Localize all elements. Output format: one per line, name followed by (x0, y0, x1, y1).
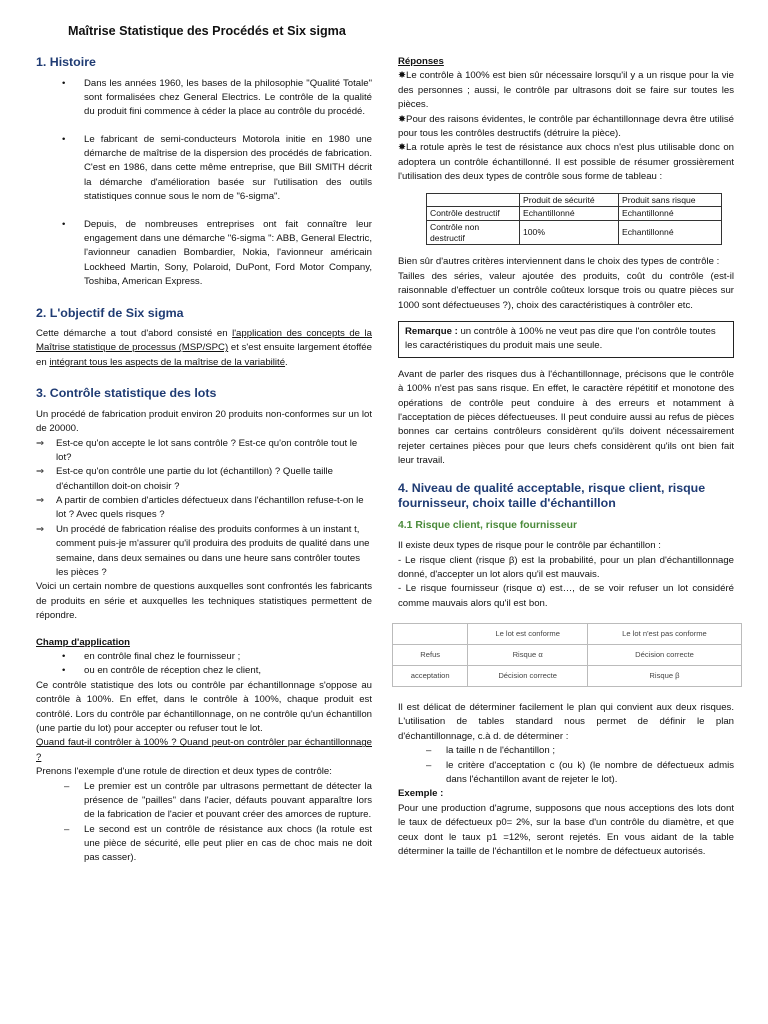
remarque-text: un contrôle à 100% ne veut pas dire que l'on contrôle toutes les caractéristiques du produit mais une seule. (405, 326, 716, 352)
list-item: • en contrôle final chez le fournisseur ; (84, 650, 372, 664)
table-cell: Echantillonné (619, 207, 722, 221)
section-3-heading: 3. Contrôle statistique des lots (36, 386, 217, 401)
text-run: et s'est ensuite largement étoffée en (36, 342, 372, 368)
table-header-row (427, 193, 722, 207)
champ-heading: Champ d'application (36, 636, 130, 648)
table-cell: Le lot n'est pas conforme (587, 624, 741, 645)
list-item: – le critère d'acceptation c (ou k) (le nombre de défectueux admis dans l'échantillon avant de rejeter le lot). (446, 759, 734, 788)
table-cell: Echantillonné (619, 220, 722, 244)
section-2-heading: 2. L'objectif de Six sigma (36, 305, 184, 320)
table-cell: Décision correcte (587, 645, 741, 666)
list-item: • Depuis, de nombreuses entreprises ont fait connaître leur engagement dans une démarche "6-sigma ": ABB, General Electric, l'avionneur canadien Bombardier, Nokia, l'avionneur américain Lockheed Martin, Sony, Polaroid, DuPont, Ford Motor Company, Toshiba, American Express. (84, 218, 372, 290)
table-row (393, 645, 742, 666)
list-item: ⇒ Est-ce qu'on accepte le lot sans contrôle ? Est-ce qu'on contrôle tout le lot? (56, 437, 372, 466)
plan-criteria-list (398, 744, 734, 787)
table-row (427, 220, 722, 244)
list-item: – Le premier est un contrôle par ultrasons permettant de détecter la présence de "pailles" dans l'acier, défauts pouvant apparaître lors de la fabrication de l'acier et pouvant créer des amorces de rupture. (84, 780, 372, 823)
list-item: • Dans les années 1960, les bases de la philosophie "Qualité Totale" sont formalisées chez General Electrics. Le contrôle de la qualité du produit fini commence à céder la place au contrôle du procédé. (84, 77, 372, 120)
section-1-heading: 1. Histoire (36, 55, 96, 69)
table-row (393, 666, 742, 687)
table-cell (427, 193, 520, 207)
list-item: ⇒ Est-ce qu'on contrôle une partie du lot (échantillon) ? Quelle taille d'échantillon doit-on choisir ? (56, 465, 372, 494)
reponses-list (398, 69, 734, 184)
text-run: Pour des raisons évidentes, le contrôle par échantillonnage devra être utilisé pour tous les contrôles destructifs (détruire la pièce). (398, 113, 734, 139)
remarque-label: Remarque : (405, 326, 458, 338)
text-run: . (285, 356, 288, 368)
sampling-paragraph: Ce contrôle statistique des lots ou contrôle par échantillonnage s'oppose au contrôle à 100%. En effet, dans le contrôle à 100%, chaque produit est contrôlé. Lors du contrôle par échantillonnage, on ne contrôle qu'un échantillon (une partie du lot) pour accepter ou refuser tout le lot. (36, 679, 372, 734)
list-item (398, 141, 734, 184)
plan-paragraph: Il est délicat de déterminer facilement le plan qui convient aux deux risques. L'utilisation de tables standard nous permet de définir le plan d'échantillonnage, c.à d. de déterminer : (398, 702, 734, 742)
table-row (427, 207, 722, 221)
table-cell: Risque α (468, 645, 588, 666)
questions-list (36, 437, 372, 581)
table-cell: 100% (520, 220, 619, 244)
text-run: Cette démarche a tout d'abord consisté en (36, 328, 233, 340)
list-item: ⇒ Un procédé de fabrication réalise des produits conformes à un instant t, comment puis-je m'assurer qu'il produira des produits de qualité dans une semaine, dans deux semaines ou dans une heure sans contrôler toutes les pièces ? (56, 523, 372, 581)
text-run: La rotule après le test de résistance aux chocs n'est plus utilisable donc on adoptera un contrôle échantillonné. Il est possible de résumer grossièrement l'utilisation des deux types de contrôle sous forme de tableau : (398, 142, 734, 183)
page-title: Maîtrise Statistique des Procédés et Six sigma (68, 24, 346, 38)
variability-link-text: intégrant tous les aspects de la maîtrise de la variabilité (49, 356, 286, 368)
list-item: • ou en contrôle de réception chez le client, (84, 664, 372, 678)
left-column (36, 55, 372, 866)
table-cell: Produit de sécurité (520, 193, 619, 207)
table-cell: Décision correcte (468, 666, 588, 687)
table-cell: Produit sans risque (619, 193, 722, 207)
list-item: • Le fabricant de semi-conducteurs Motorola initie en 1980 une démarche de maîtrise de la dispersion des procédés de fabrication. C'est en 1986, dans cette même entreprise, que Bill SMITH décrit la démarche d'amélioration basée sur l'utilisation des outils statistiques connue sous le nom de "6-sigma". (84, 133, 372, 205)
example-intro: Prenons l'exemple d'une rotule de direction et deux types de contrôle: (36, 766, 332, 778)
text-run: Le contrôle à 100% est bien sûr nécessaire lorsqu'il y a un risque pour la vie des personnes ; aussi, le contrôle par ultrasons doit se faire sur toutes les pièces. (398, 70, 734, 111)
risk-paragraph: Avant de parler des risques dus à l'échantillonnage, précisons que le contrôle à 100% n'est pas sans risque. En effet, le caractère répétitif et monotone des opérations de contrôle peut conduire à des erreurs et notamment à l'acceptation de pièces défectueuses. Il peut conduire aussi au refus de pièces bonnes car certains contrôleurs considèrent qu'ils doivent nécessairement rejeter certaines pièces pour que leurs chefs considèrent qu'ils ont bien fait leur travail. (398, 368, 734, 467)
history-list (36, 77, 372, 290)
questions-summary: Voici un certain nombre de questions auxquelles sont confrontés les fabricants de produits en série et auxquelles les techniques statistiques permettent de répondre. (36, 581, 372, 622)
section-4-1-heading: 4.1 Risque client, risque fournisseur (398, 519, 578, 531)
client-risk: - Le risque client (risque β) est la probabilité, pour un plan d'échantillonnage donné, d'accepter un lot alors qu'il est mauvais. (398, 554, 734, 580)
list-item: ⇒ A partir de combien d'articles défectueux dans l'échantillon refuse-t-on le lot ? Avec quels risques ? (56, 494, 372, 523)
list-item (398, 69, 734, 112)
table-cell: Refus (393, 645, 468, 666)
exemple-paragraph: Pour une production d'agrume, supposons que nous acceptions des lots dont le taux de défectueux p0= 2%, sur la base d'un contrôle du diamètre, et que ceux dont le taux p1 =12%, seront rejetés. En vous aidant de la table déterminer la taille de l'échantillon et le nombre de défectueux autorisés. (398, 802, 734, 857)
table-cell: Echantillonné (520, 207, 619, 221)
lots-intro: Un procédé de fabrication produit environ 20 produits non-conformes sur un lot de 20000. (36, 408, 372, 435)
table-cell: Risque β (587, 666, 741, 687)
star-icon: ✸ (398, 142, 407, 154)
risk-table (392, 623, 742, 687)
table-cell: Le lot est conforme (468, 624, 588, 645)
msp-link-text: l'application des concepts de la Maîtrise statistique de processus (MSP/SPC) (36, 328, 372, 354)
table-cell: Contrôle destructif (427, 207, 520, 221)
star-icon: ✸ (398, 70, 407, 82)
table-cell: acceptation (393, 666, 468, 687)
control-type-table (426, 193, 722, 246)
reponses-heading: Réponses (398, 56, 444, 67)
supplier-risk: - Le risque fournisseur (risque α) est…, de se voir refuser un lot considéré comme mauvais alors qu'il est bon. (398, 583, 734, 609)
star-icon: ✸ (398, 113, 407, 125)
remarque-box (398, 321, 734, 358)
list-item: – la taille n de l'échantillon ; (446, 744, 734, 758)
when-question: Quand faut-il contrôler à 100% ? Quand peut-on contrôler par échantillonnage ? (36, 737, 372, 763)
risk-intro: Il existe deux types de risque pour le contrôle par échantillon : (398, 540, 661, 552)
section-4-heading: 4. Niveau de qualité acceptable, risque client, risque fournisseur, choix taille d'échantillon (398, 480, 706, 511)
right-column (398, 55, 734, 859)
champ-list (36, 650, 372, 679)
exemple-heading: Exemple : (398, 788, 444, 800)
list-item (398, 113, 734, 142)
list-item: – Le second est un contrôle de résistance aux chocs (la rotule est une pièce de sécurité, elle peut plier en cas de choc mais ne doit pas casser). (84, 823, 372, 866)
control-types-list (36, 780, 372, 866)
objective-paragraph (36, 327, 372, 370)
criteria-intro: Bien sûr d'autres critères interviennent dans le choix des types de contrôle : (398, 256, 720, 268)
table-cell (393, 624, 468, 645)
table-cell: Contrôle non destructif (427, 220, 520, 244)
table-header-row (393, 624, 742, 645)
criteria-paragraph: Tailles des séries, valeur ajoutée des produits, coût du contrôle (est-il raisonnable d'effectuer un contrôle coûteux lorsque trois ou quatre pièces sur 1000 sont défectueuses ?), choix des caractéristiques à contrôler etc. (398, 270, 734, 311)
